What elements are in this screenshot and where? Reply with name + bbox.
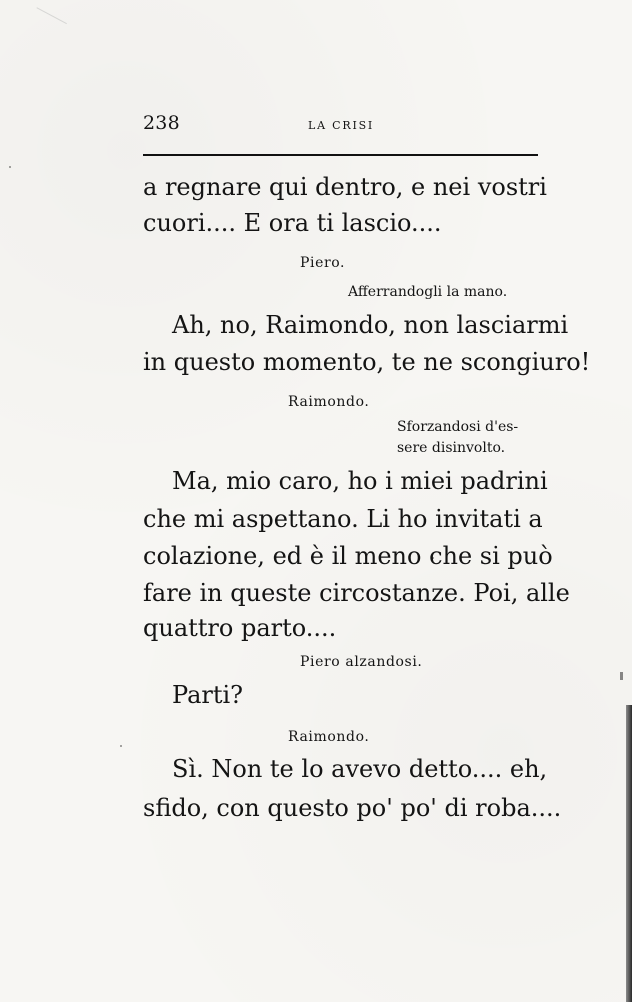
text-line: che mi aspettano. Li ho invitati a [143,505,543,533]
speaker-name: Raimondo. [288,394,370,410]
page-edge-shadow [626,705,632,1002]
text-line: Ma, mio caro, ho i miei padrini [172,467,548,495]
paper-speck [9,166,11,168]
paper-speck [620,672,623,680]
running-title: LA CRISI [308,119,375,132]
stage-direction: Sforzandosi d'es- [397,419,519,435]
speaker-name: Piero. [300,255,346,271]
stage-direction: sere disinvolto. [397,440,506,456]
corner-mark [27,7,67,42]
speaker-name [300,654,422,670]
text-line: colazione, ed è il meno che si può [143,542,553,570]
header-rule [143,154,538,156]
stage-direction: Afferrandogli la mano. [348,284,508,300]
text-line: in questo momento, te ne scongiuro! [143,348,591,376]
text-line: Sì. Non te lo avevo detto.... eh, [172,755,548,783]
speaker-label: Piero [300,654,341,670]
text-line: quattro parto.... [143,614,337,642]
text-line: sfido, con questo po' po' di roba.... [143,794,562,822]
text-line: a regnare qui dentro, e nei vostri [143,173,547,201]
text-line: fare in queste circostanze. Poi, alle [143,579,570,607]
stage-direction-inline: alzandosi. [345,654,423,670]
paper-speck [120,745,122,747]
text-line: Parti? [172,681,244,709]
text-line: cuori.... E ora ti lascio.... [143,209,442,237]
paper-speck [432,557,434,559]
text-line: Ah, no, Raimondo, non lasciarmi [172,311,569,339]
page-header [143,112,538,140]
speaker-name: Raimondo. [288,729,370,745]
page-number: 238 [143,112,180,134]
